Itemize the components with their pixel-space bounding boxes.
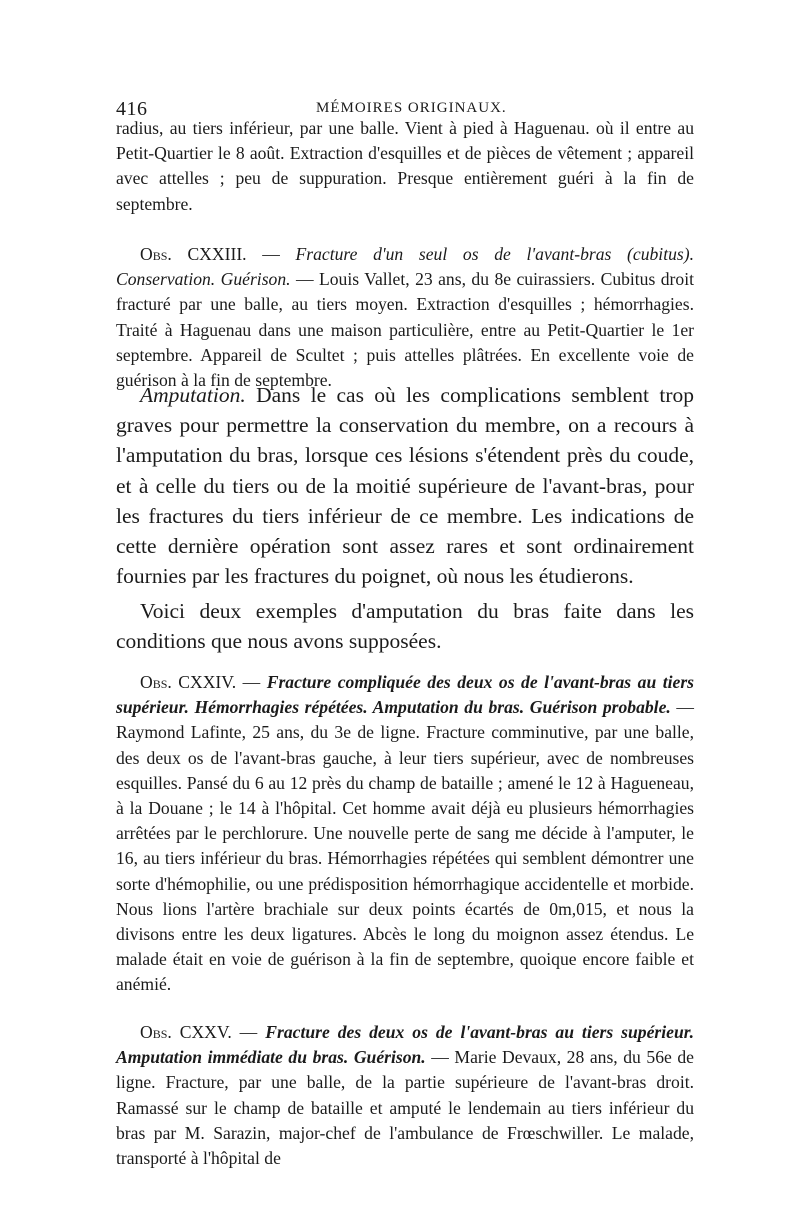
paragraph-continuation (116, 116, 694, 217)
amputation-text: Dans le cas où les complications semblent trop graves pour permettre la conservation du membre, on a recours à l'amputation du bras, lorsque ces lésions s'étendent près du coude, et à celle du tiers ou de la moitié supérieure de l'avant-bras, pour les fractures du tiers inférieur de ce membre. Les indications de cette dernière opération sont assez rares et sont ordinairement fournies par les fractures du poignet, où nous les étudierons. (116, 383, 694, 589)
page-number: 416 (116, 98, 148, 120)
observation-123-label: Obs. CXXIII. — (140, 244, 280, 264)
amputation-heading: Amputation. (140, 383, 246, 407)
observation-123 (116, 242, 694, 393)
observation-124-title: Fracture compliquée des deux os de l'avant-bras au tiers supérieur. Hémorrhagies répétées. Amputation du bras. Guérison probable. (116, 672, 695, 718)
observation-125-text: — Marie Devaux, 28 ans, du 56e de ligne. Fracture, par une balle, de la partie supérieure de l'avant-bras droit. Ramassé sur le champ de bataille et amputé le lendemain au tiers inférieur du bras par M. Sarazin, major-chef de l'ambulance de Frœschwiller. Le malade, transporté à l'hôpital de (116, 1047, 694, 1169)
observation-124 (116, 670, 694, 998)
amputation-examples-text: Voici deux exemples d'amputation du bras faite dans les conditions que nous avons supposées. (116, 599, 694, 654)
observation-124-text: — Raymond Lafinte, 25 ans, du 3e de ligne. Fracture comminutive, par une balle, des deux os de l'avant-bras gauche, à leur tiers supérieur, avec de nombreuses esquilles. Pansé du 6 au 12 près du champ de bataille ; amené le 12 à Hagueneau, à la Douane ; le 14 à l'hôpital. Cet homme avait déjà eu plusieurs hémorrhagies arrêtées par le perchlorure. Une nouvelle perte de sang me décide à l'amputer, le 16, au tiers inférieur du bras. Hémorrhagies répétées qui semblent démontrer une sorte d'hémophilie, ou une prédisposition hémorrhagique accidentelle et morbide. Nous lions l'artère brachiale sur deux points écartés de 0m,015, et nous la divisons entre les deux ligatures. Abcès le long du moignon assez étendus. Le malade était en voie de guérison à la fin de septembre, quoique encore faible et anémié. (116, 697, 694, 995)
amputation-examples-paragraph (116, 596, 694, 656)
observation-123-text: — Louis Vallet, 23 ans, du 8e cuirassiers. Cubitus droit fracturé par une balle, au tiers moyen. Extraction d'esquilles ; hémorrhagies. Traité à Haguenau dans une maison particulière, entre au Petit-Quartier le 1er septembre. Appareil de Scultet ; puis attelles plâtrées. En excellente voie de guérison à la fin de septembre. (116, 269, 694, 391)
paragraph-continuation-text: radius, au tiers inférieur, par une balle. Vient à pied à Haguenau. où il entre au Petit-Quartier le 8 août. Extraction d'esquilles et de pièces de vêtement ; appareil avec attelles ; peu de suppuration. Presque entièrement guéri à la fin de septembre. (116, 118, 694, 214)
observation-125-label: Obs. CXXV. — (140, 1022, 258, 1042)
observation-123-title: Fracture d'un seul os de l'avant-bras (cubitus). Conservation. Guérison. (116, 244, 694, 290)
observation-125 (116, 1020, 694, 1171)
running-head: MÉMOIRES ORIGINAUX. (316, 100, 507, 116)
observation-124-label: Obs. CXXIV. — (140, 672, 261, 692)
observation-125-title: Fracture des deux os de l'avant-bras au tiers supérieur. Amputation immédiate du bras. Guérison. (116, 1022, 695, 1068)
amputation-paragraph (116, 380, 694, 591)
